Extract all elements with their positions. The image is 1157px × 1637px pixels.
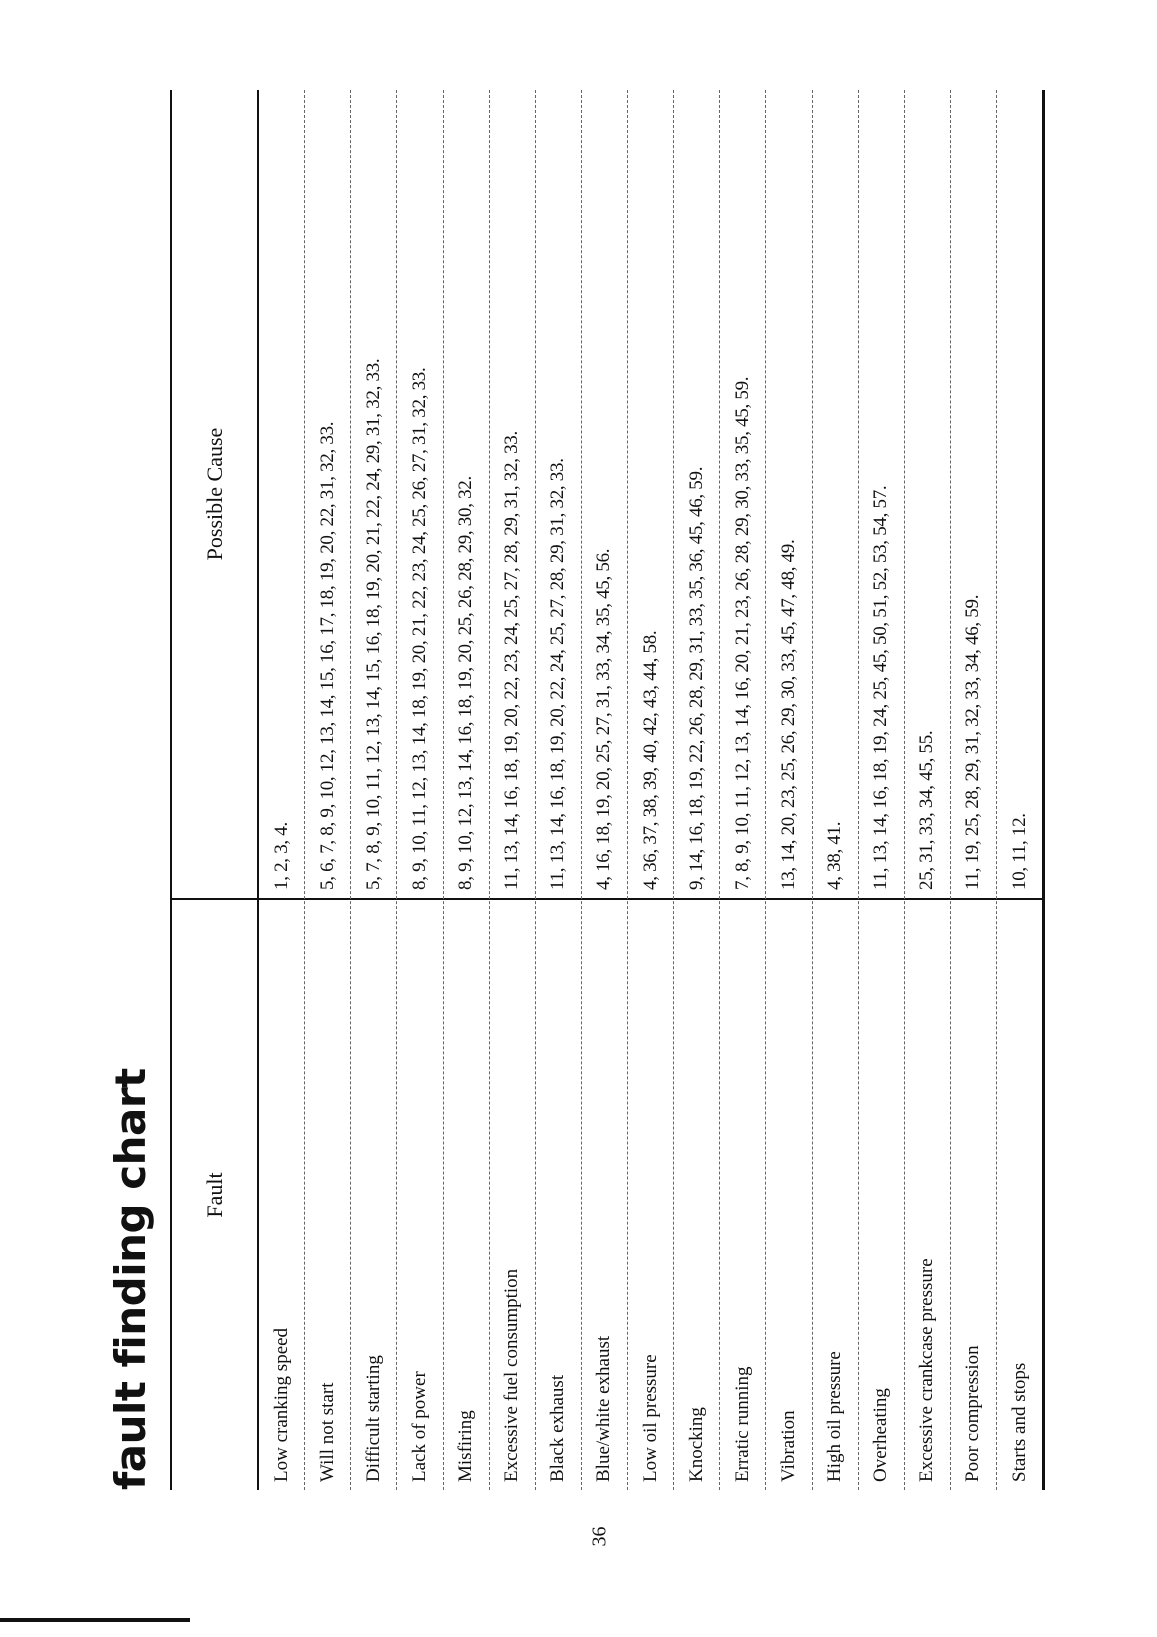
fault-cell: Vibration	[777, 1410, 799, 1482]
cause-cell: 8, 9, 10, 11, 12, 13, 14, 18, 19, 20, 21, 22, 23, 24, 25, 26, 27, 31, 32, 33.	[408, 367, 430, 890]
fault-cell: Blue/white exhaust	[593, 1335, 615, 1482]
table-row	[859, 90, 905, 1490]
table-row	[628, 90, 674, 1490]
table-row	[444, 90, 490, 1490]
table-row	[305, 90, 351, 1490]
fault-cell: Low cranking speed	[270, 1327, 292, 1482]
fault-cell: Difficult starting	[362, 1355, 384, 1482]
header-possible-cause: Possible Cause	[201, 427, 227, 561]
fault-cell: Black exhaust	[547, 1374, 569, 1482]
table-row	[490, 90, 536, 1490]
table-row	[905, 90, 951, 1490]
table-body	[259, 90, 1042, 1490]
table-row	[536, 90, 582, 1490]
fault-cell: Misfiring	[455, 1410, 477, 1482]
table-row	[997, 90, 1042, 1490]
cause-cell: 1, 2, 3, 4.	[270, 822, 292, 890]
fault-cell: Will not start	[316, 1382, 338, 1482]
table-row	[766, 90, 812, 1490]
table-row	[813, 90, 859, 1490]
cause-cell: 11, 13, 14, 16, 18, 19, 20, 22, 23, 24, 25, 27, 28, 29, 31, 32, 33.	[501, 431, 523, 890]
fault-cell: High oil pressure	[824, 1351, 846, 1482]
fault-cell: Poor compression	[962, 1345, 984, 1482]
cause-cell: 9, 14, 16, 18, 19, 22, 26, 28, 29, 31, 33, 35, 36, 45, 46, 59.	[685, 466, 707, 890]
cause-cell: 11, 13, 14, 16, 18, 19, 24, 25, 45, 50, 51, 52, 53, 54, 57.	[870, 485, 892, 890]
page-number: 36	[588, 1526, 611, 1547]
fault-cell: Excessive fuel consumption	[501, 1268, 523, 1482]
cause-cell: 4, 36, 37, 38, 39, 40, 42, 43, 44, 58.	[639, 630, 661, 890]
fault-cell: Starts and stops	[1008, 1362, 1030, 1482]
fault-cell: Excessive crankcase pressure	[916, 1258, 938, 1482]
fault-cell: Overheating	[870, 1388, 892, 1482]
table-row	[720, 90, 766, 1490]
cause-cell: 8, 9, 10, 12, 13, 14, 16, 18, 19, 20, 25, 26, 28, 29, 30, 32.	[455, 476, 477, 890]
cause-cell: 5, 7, 8, 9, 10, 11, 12, 13, 14, 15, 16, 18, 19, 20, 21, 22, 24, 29, 31, 32, 33.	[362, 358, 384, 890]
page-title: fault finding chart	[106, 1068, 155, 1490]
rotated-page	[106, 90, 1050, 1490]
scan-edge-mark	[0, 1618, 190, 1622]
table-row	[674, 90, 720, 1490]
table-row	[951, 90, 997, 1490]
header-fault: Fault	[201, 1172, 227, 1218]
cause-cell: 11, 13, 14, 16, 18, 19, 20, 22, 24, 25, 27, 28, 29, 31, 32, 33.	[547, 458, 569, 890]
table-row	[582, 90, 628, 1490]
cause-cell: 7, 8, 9, 10, 11, 12, 13, 14, 16, 20, 21, 23, 26, 28, 29, 30, 33, 35, 45, 59.	[731, 376, 753, 890]
fault-table	[170, 90, 1045, 1490]
fault-cell: Lack of power	[408, 1371, 430, 1482]
fault-cell: Knocking	[685, 1407, 707, 1482]
fault-cell: Low oil pressure	[639, 1354, 661, 1482]
table-row	[397, 90, 443, 1490]
cause-cell: 4, 38, 41.	[824, 821, 846, 890]
cause-cell: 25, 31, 33, 34, 45, 55.	[916, 730, 938, 890]
cause-cell: 13, 14, 20, 23, 25, 26, 29, 30, 33, 45, 47, 48, 49.	[777, 539, 799, 890]
cause-cell: 10, 11, 12.	[1008, 813, 1030, 890]
cause-cell: 5, 6, 7, 8, 9, 10, 12, 13, 14, 15, 16, 17, 18, 19, 20, 22, 31, 32, 33.	[316, 421, 338, 890]
fault-cell: Erratic running	[731, 1366, 753, 1482]
table-row	[259, 90, 305, 1490]
cause-cell: 11, 19, 25, 28, 29, 31, 32, 33, 34, 46, 59.	[962, 594, 984, 890]
cause-cell: 4, 16, 18, 19, 20, 25, 27, 31, 33, 34, 35, 45, 56.	[593, 548, 615, 890]
table-row	[351, 90, 397, 1490]
